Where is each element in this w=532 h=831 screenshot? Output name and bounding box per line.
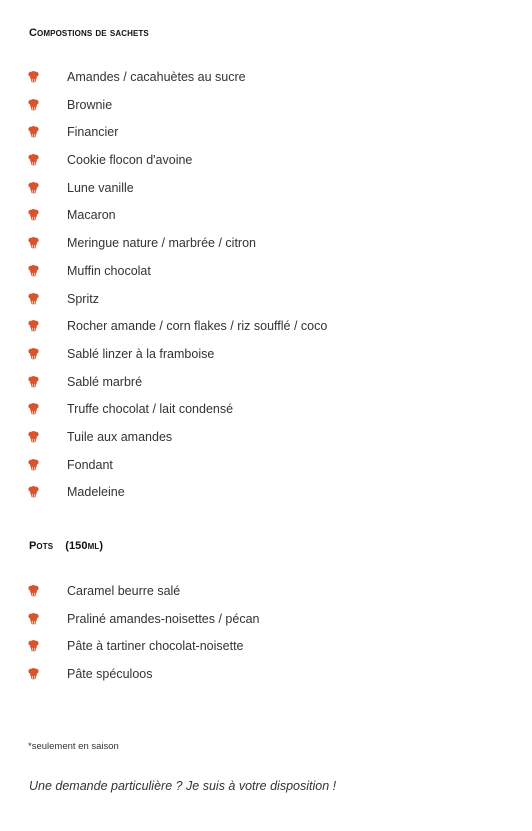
list-item-label: Lune vanille <box>67 180 134 195</box>
list-item-label: Brownie <box>67 97 113 112</box>
chef-toque-icon <box>27 70 40 82</box>
list-item-label: Rocher amande / corn flakes / riz soufflé / coco <box>67 319 328 334</box>
chef-toque-icon <box>27 236 40 248</box>
list-item-label: Financier <box>67 125 119 140</box>
chef-toque-icon <box>27 639 40 651</box>
list-item-label: Muffin chocolat <box>67 263 151 278</box>
list-item-label: Cookie flocon d'avoine <box>67 153 193 168</box>
chef-toque-icon <box>27 292 40 304</box>
list-item-label: Sablé linzer à la framboise <box>67 346 215 361</box>
chef-toque-icon <box>27 485 40 497</box>
section-heading-pots <box>29 540 103 552</box>
chef-toque-icon <box>27 375 40 387</box>
list-item-label: Tuile aux amandes <box>67 429 173 444</box>
list-item-label: Spritz <box>67 291 99 306</box>
list-item-label: Fondant <box>67 457 113 472</box>
section-heading-sachets: Compostions de sachets <box>29 27 149 39</box>
list-item-label: Pâte spéculoos <box>67 667 153 682</box>
chef-toque-icon <box>27 153 40 165</box>
chef-toque-icon <box>27 347 40 359</box>
chef-toque-icon <box>27 181 40 193</box>
list-item-label: Caramel beurre salé <box>67 584 181 598</box>
chef-toque-icon <box>27 125 40 137</box>
chef-toque-icon <box>27 264 40 276</box>
chef-toque-icon <box>27 208 40 220</box>
chef-toque-icon <box>27 430 40 442</box>
footnote: *seulement en saison <box>28 741 119 752</box>
list-item-label: Macaron <box>67 208 116 223</box>
chef-toque-icon <box>27 612 40 624</box>
list-item-label: Madeleine <box>67 485 125 500</box>
list-item-label: Pâte à tartiner chocolat-noisette <box>67 639 244 654</box>
list-item-label: Amandes / cacahuètes au sucre <box>67 70 246 84</box>
chef-toque-icon <box>27 584 40 596</box>
chef-toque-icon <box>27 402 40 414</box>
list-item-label: Truffe chocolat / lait condensé <box>67 402 234 417</box>
chef-toque-icon <box>27 458 40 470</box>
chef-toque-icon <box>27 667 40 679</box>
pots-heading-label: Pots <box>29 540 54 552</box>
closing-line: Une demande particulière ? Je suis à votre disposition ! <box>29 779 337 793</box>
list-item-label: Meringue nature / marbrée / citron <box>67 236 256 251</box>
pots-size-label: (150ml) <box>65 540 104 552</box>
list-item-label: Sablé marbré <box>67 374 143 389</box>
list-item-label: Praliné amandes-noisettes / pécan <box>67 611 260 626</box>
chef-toque-icon <box>27 319 40 331</box>
chef-toque-icon <box>27 98 40 110</box>
